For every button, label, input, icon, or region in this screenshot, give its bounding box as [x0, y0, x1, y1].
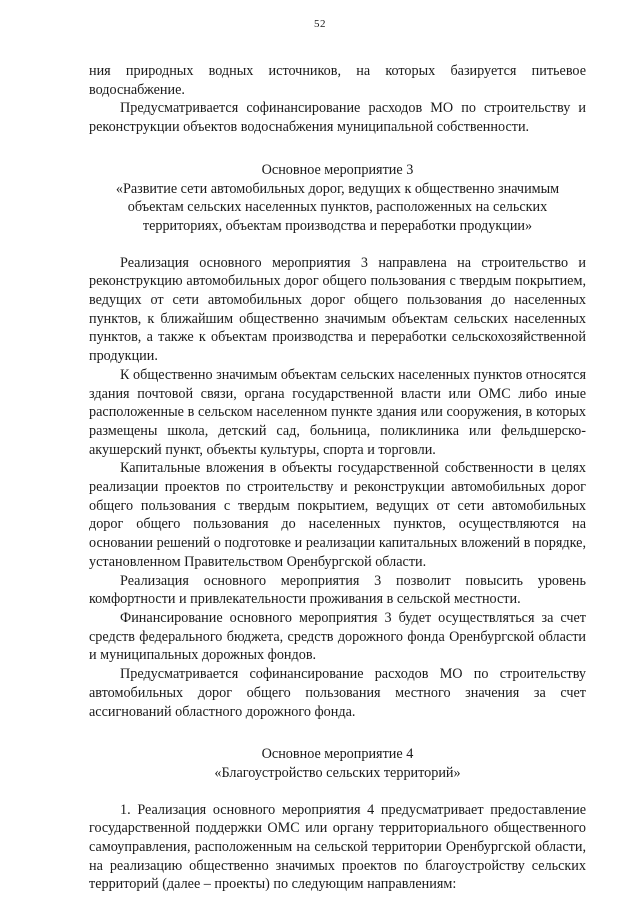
paragraph-significant-objects: К общественно значимым объектам сельских населенных пунктов относятся здания почтовой связи, органа государственной власти или ОМС либо иные расположенные в сельском населенном пункте здания или сооружения, в которых размещены школа, детский сад, больница, поликлиника или фельдшерско-акушерский пункт, объекты культуры, спорта и торговли.: [89, 366, 586, 458]
paragraph-activity-4-item-1: 1. Реализация основного мероприятия 4 предусматривает предоставление государственной поддержки ОМС или органу территориального общественного самоуправления, расположенным на сельской территории Оренбургской области, на реализацию общественно значимых проектов по благоустройству сельских территорий (далее – проекты) по следующим направлениям:: [89, 801, 586, 893]
section-title-activity-4: Основное мероприятие 4: [261, 746, 414, 763]
paragraph-activity-3-effect: Реализация основного мероприятия 3 позволит повысить уровень комфортности и привлекательности проживания в сельской местности.: [89, 572, 586, 608]
page-number: 52: [314, 18, 326, 30]
paragraph-capital-investments: Капитальные вложения в объекты государственной собственности в целях реализации проектов по строительству и реконструкции автомобильных дорог общего пользования с твердым покрытием, ведущих от сети автомобильных дорог общего пользования до населенных пунктов, осуществляются на основании решений о подготовке и реализации капитальных вложений в порядке, установленном Правительством Оренбургской области.: [89, 460, 586, 570]
section-title-activity-3: Основное мероприятие 3: [261, 161, 414, 178]
section-subtitle-activity-3: «Развитие сети автомобильных дорог, ведущих к общественно значимым объектам сельских населенных пунктов, расположенных на сельских территориях, объектам производства и переработки продукции»: [115, 180, 560, 234]
paragraph-activity-3-financing: Финансирование основного мероприятия 3 будет осуществляться за счет средств федерального бюджета, средств дорожного фонда Оренбургской области и муниципальных дорожных фондов.: [89, 609, 586, 664]
paragraph-continuation: ния природных водных источников, на которых базируется питьевое водоснабжение.: [89, 63, 586, 98]
paragraph-activity-3-purpose: Реализация основного мероприятия 3 направлена на строительство и реконструкцию автомобильных дорог общего пользования с твердым покрытием, ведущих от сети автомобильных дорог общего пользования до населенных пунктов, к ближайшим общественно значимым объектам сельских населенных пунктов, а также к объектам производства и переработки сельскохозяйственной продукции.: [89, 254, 586, 365]
document-body: [89, 62, 586, 894]
paragraph-cofinancing-roads: Предусматривается софинансирование расходов МО по строительству автомобильных дорог общего пользования местного значения за счет ассигнований областного дорожного фонда.: [89, 666, 586, 720]
paragraph-cofinancing-water: Предусматривается софинансирование расходов МО по строительству и реконструкции объектов водоснабжения муниципальной собственности.: [89, 100, 586, 136]
section-subtitle-activity-4: «Благоустройство сельских территорий»: [214, 764, 461, 781]
